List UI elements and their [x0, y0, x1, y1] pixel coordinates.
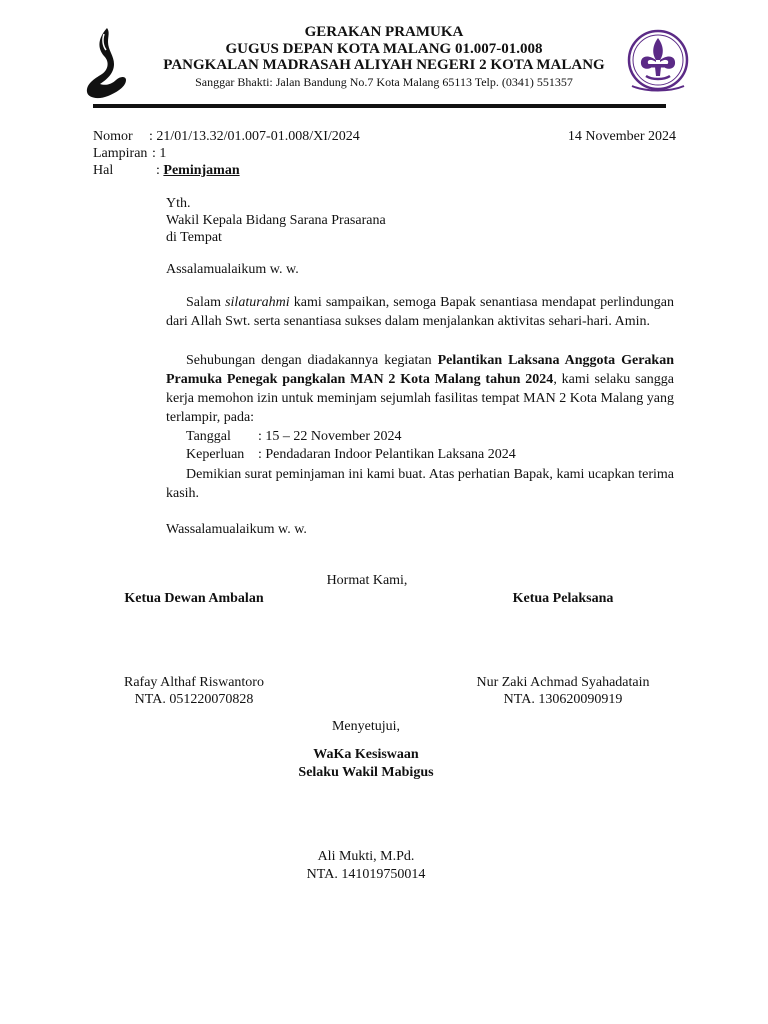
- approver-title-2: Selaku Wakil Mabigus: [298, 765, 434, 780]
- right-signer-nta: NTA. 130620090919: [503, 692, 623, 707]
- meta-lampiran-value: : 1: [152, 146, 167, 161]
- approver-name: Ali Mukti, M.Pd.: [317, 849, 415, 864]
- letterhead-divider: [93, 104, 666, 108]
- meta-hal-colon: :: [156, 163, 164, 178]
- detail-value: : Pendadaran Indoor Pelantikan Laksana 2024: [258, 447, 516, 462]
- meta-hal-value: Peminjaman: [163, 163, 240, 178]
- left-signer-nta: NTA. 051220070828: [134, 692, 254, 707]
- paragraph-2: [166, 351, 674, 427]
- menyetujui: Menyetujui,: [331, 719, 401, 734]
- letterhead-address: Sanggar Bhakti: Jalan Bandung No.7 Kota Malang 65113 Telp. (0341) 551357: [195, 75, 573, 89]
- paragraph-1-pre: Salam: [186, 295, 226, 310]
- recipient-place: di Tempat: [166, 230, 222, 245]
- letterhead-gugus-depan: GUGUS DEPAN KOTA MALANG 01.007-01.008: [225, 41, 543, 57]
- paragraph-1: [166, 293, 674, 331]
- meta-hal: [93, 162, 240, 179]
- left-signer-name: Rafay Althaf Riswantoro: [124, 675, 264, 690]
- paragraph-1-italic: silaturahmi: [225, 295, 290, 310]
- left-signer-title: Ketua Dewan Ambalan: [124, 591, 264, 606]
- approver-title-1: WaKa Kesiswaan: [313, 747, 419, 762]
- detail-value: : 15 – 22 November 2024: [258, 429, 402, 444]
- recipient-block: [166, 195, 674, 246]
- greeting: Assalamualaikum w. w.: [166, 262, 299, 277]
- paragraph-2-pre: Sehubungan dengan diadakannya kegiatan: [186, 353, 438, 368]
- meta-nomor-value: : 21/01/13.32/01.007-01.008/XI/2024: [149, 129, 360, 144]
- meta-lampiran-label: Lampiran: [93, 146, 148, 161]
- recipient-name: Wakil Kepala Bidang Sarana Prasarana: [166, 213, 386, 228]
- paragraph-3: [166, 465, 674, 503]
- meta-lampiran: [93, 145, 166, 162]
- right-signer-title: Ketua Pelaksana: [512, 591, 614, 606]
- paragraph-1-post: kami sampaikan, semoga Bapak senantiasa mendapat perlindungan dari Allah Swt. serta senantiasa sukses dalam menjalankan aktivitas sehari-hari. Amin.: [166, 295, 675, 329]
- hormat-kami: Hormat Kami,: [326, 573, 408, 588]
- meta-nomor: [93, 128, 360, 145]
- meta-hal-label: Hal: [93, 163, 114, 178]
- details-list: [166, 428, 674, 464]
- meta-nomor-label: Nomor: [93, 129, 133, 144]
- letter-date: 14 November 2024: [567, 129, 676, 144]
- letterhead-title: GERAKAN PRAMUKA: [304, 24, 464, 40]
- paragraph-2-post: , kami selaku sangga kerja memohon izin untuk meminjam sejumlah fasilitas tempat MAN 2 Kota Malang yang terlampir, pada:: [166, 372, 675, 425]
- detail-label: Tanggal: [186, 429, 231, 444]
- right-signer-name: Nur Zaki Achmad Syahadatain: [476, 675, 650, 690]
- paragraph-3-text: Demikian surat peminjaman ini kami buat. Atas perhatian Bapak, kami ucapkan terima kasih.: [166, 467, 674, 501]
- detail-row-keperluan: [166, 446, 674, 464]
- closing: Wassalamualaikum w. w.: [166, 522, 307, 537]
- approver-nta: NTA. 141019750014: [306, 867, 426, 882]
- tunas-kelapa-icon: [84, 26, 130, 100]
- recipient-yth: Yth.: [166, 196, 191, 211]
- detail-row-tanggal: [166, 428, 674, 446]
- letterhead-pangkalan: PANGKALAN MADRASAH ALIYAH NEGERI 2 KOTA MALANG: [163, 57, 605, 73]
- detail-label: Keperluan: [186, 447, 245, 462]
- paragraph-2-bold: Pelantikan Laksana Anggota Gerakan Pramuka Penegak pangkalan MAN 2 Kota Malang tahun 2024: [166, 353, 674, 387]
